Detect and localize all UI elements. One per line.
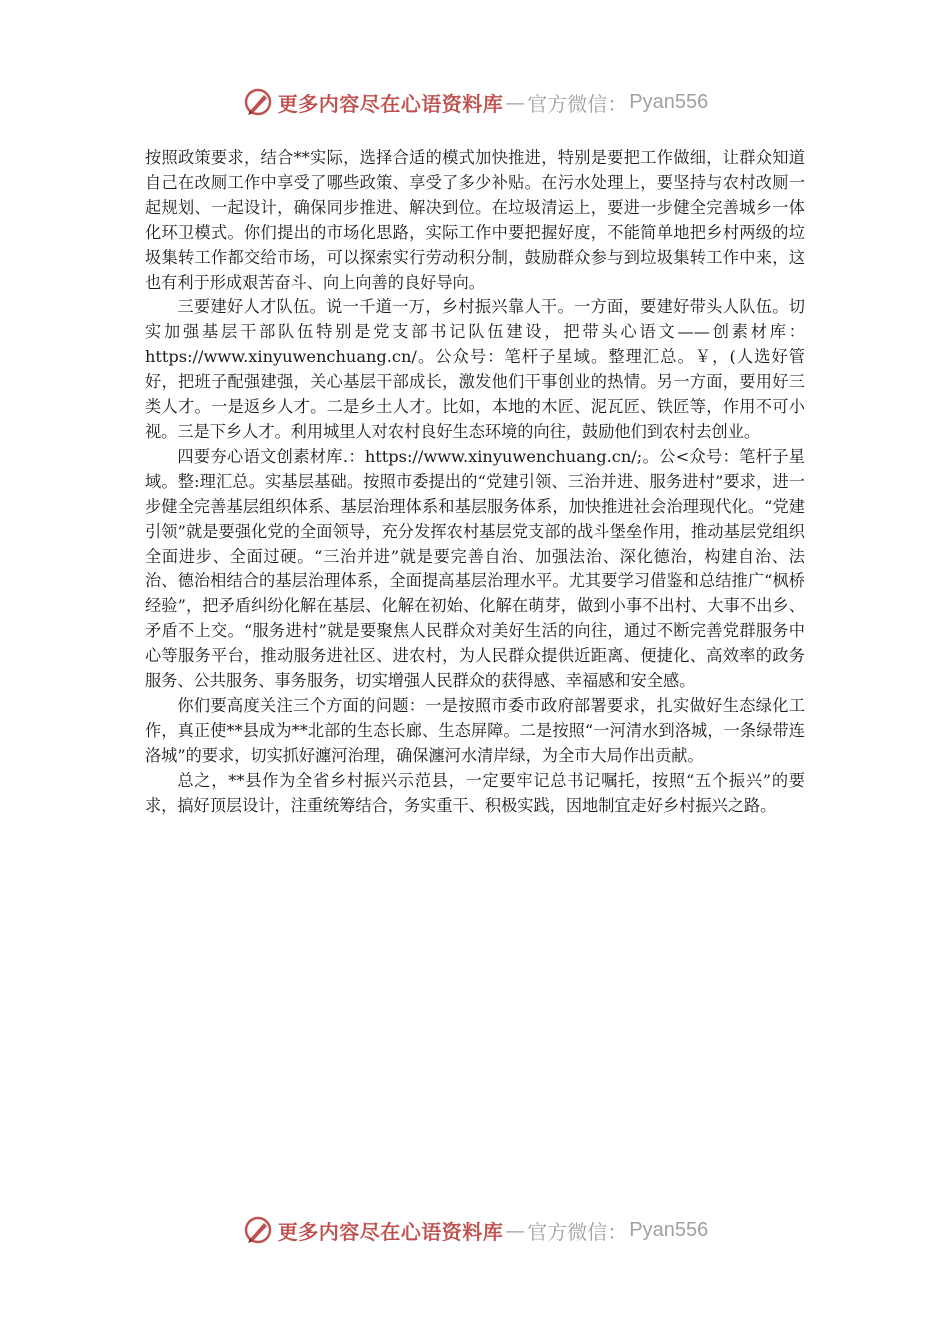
paragraph-2: 三要建好人才队伍。说一千道一万，乡村振兴靠人干。一方面，要建好带头人队伍。切实加强基层干部队伍特别是党支部书记队伍建设，把带头心语文——创素材库：https://www.xinyuwenchuang.cn/。公众号：笔杆子星域。整理汇总。￥，(人选好管好，把班子配强建强，关心基层干部成长，激发他们干事创业的热情。另一方面，要用好三类人才。一是返乡人才。二是乡土人才。比如，本地的木匠、泥瓦匠、铁匠等，作用不可小视。三是下乡人才。利用城里人对农村良好生态环境的向往，鼓励他们到农村去创业。 xyxy=(145,297,805,441)
pen-logo-icon xyxy=(242,86,274,118)
document-body xyxy=(145,146,805,818)
footer-wechat-id: Pyan556 xyxy=(629,1218,709,1241)
pen-logo-icon xyxy=(242,1214,274,1246)
paragraph-1: 按照政策要求，结合**实际，选择合适的模式加快推进，特别是要把工作做细，让群众知道自己在改厕工作中享受了哪些政策、享受了多少补贴。在污水处理上，要坚持与农村改厕一起规划、一起设计，确保同步推进、解决到位。在垃圾清运上，要进一步健全完善城乡一体化环卫模式。你们提出的市场化思路，实际工作中要把握好度，不能简单地把乡村两级的垃圾集转工作都交给市场，可以探索实行劳动积分制，鼓励群众参与到垃圾集转工作中来，这也有利于形成艰苦奋斗、向上向善的良好导向。 xyxy=(145,148,805,292)
header-wechat-label: 官方微信： xyxy=(527,91,628,116)
header-dash: — xyxy=(505,90,526,114)
footer-banner xyxy=(0,1210,950,1250)
paragraph-3: 四要夯心语文创素材库.：https://www.xinyuwenchuang.cn/;。公<众号：笔杆子星域。整:理汇总。实基层基础。按照市委提出的“党建引领、三治并进、服务进村”要求，进一步健全完善基层组织体系、基层治理体系和基层服务体系，加快推进社会治理现代化。“党建引领”就是要强化党的全面领导，充分发挥农村基层党支部的战斗堡垒作用，推动基层党组织全面进步、全面过硬。“三治并进”就是要完善自治、加强法治、深化德治，构建自治、法治、德治相结合的基层治理体系，全面提高基层治理水平。尤其要学习借鉴和总结推广“枫桥经验”，把矛盾纠纷化解在基层、化解在初始、化解在萌芽，做到小事不出村、大事不出乡、矛盾不上交。“服务进村”就是要聚焦人民群众对美好生活的向往，通过不断完善党群服务中心等服务平台，推动服务进社区、进农村，为人民群众提供近距离、便捷化、高效率的政务服务、公共服务、事务服务，切实增强人民群众的获得感、幸福感和安全感。 xyxy=(145,446,805,691)
header-wechat-id: Pyan556 xyxy=(629,90,709,113)
footer-dash: — xyxy=(505,1218,526,1242)
footer-wechat-label: 官方微信： xyxy=(527,1219,628,1244)
paragraph-5: 总之，**县作为全省乡村振兴示范县，一定要牢记总书记嘱托，按照“五个振兴”的要求，搞好顶层设计，注重统筹结合，务实重干、积极实践，因地制宜走好乡村振兴之路。 xyxy=(145,770,805,815)
footer-brand-text: 更多内容尽在心语资料库 xyxy=(277,1219,504,1244)
paragraph-4: 你们要高度关注三个方面的问题：一是按照市委市政府部署要求，扎实做好生态绿化工作，真正使**县成为**北部的生态长廊、生态屏障。二是按照“一河清水到洛城，一条绿带连洛城”的要求，切实抓好瀍河治理，确保瀍河水清岸绿，为全市大局作出贡献。 xyxy=(145,695,805,765)
header-brand-text: 更多内容尽在心语资料库 xyxy=(277,91,504,116)
header-banner xyxy=(0,82,950,122)
